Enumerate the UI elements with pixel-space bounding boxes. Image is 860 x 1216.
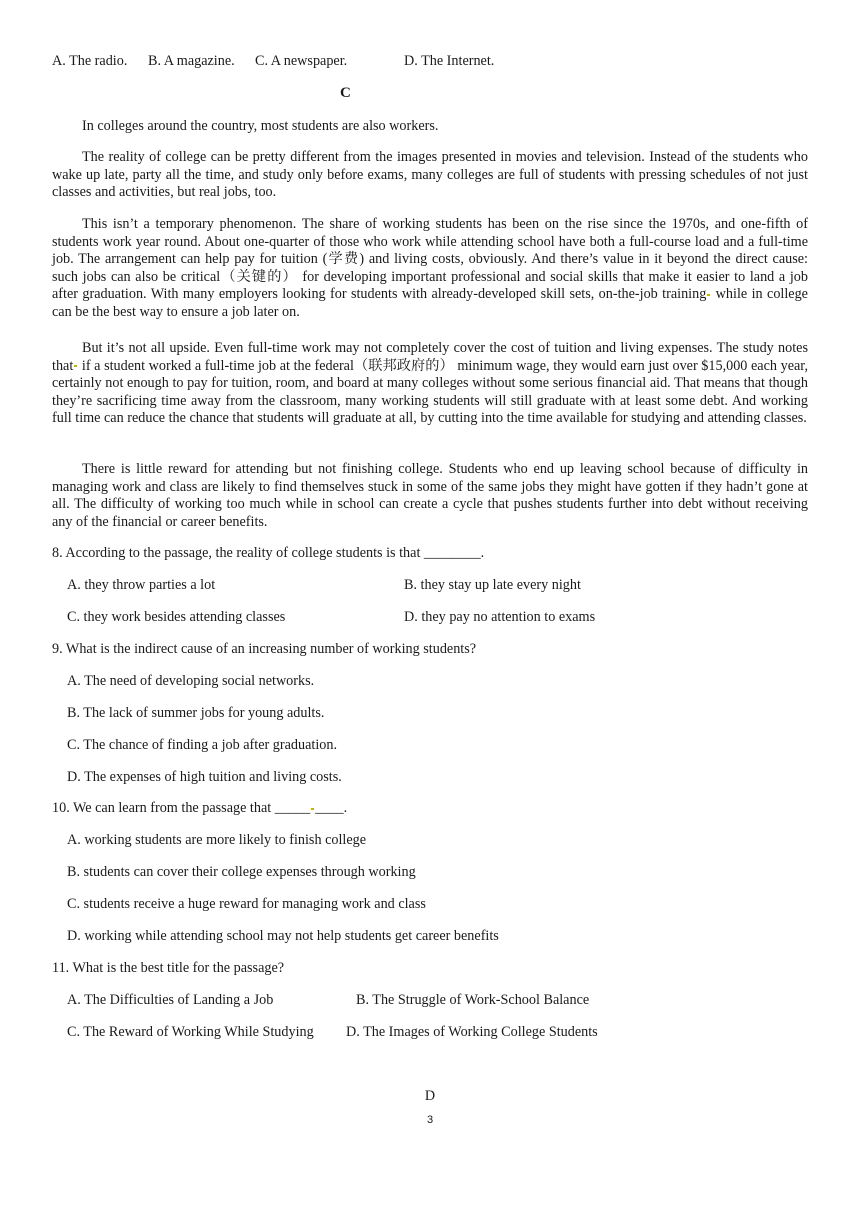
- option-d: D. The Internet.: [404, 53, 495, 69]
- question-8-option-b: B. they stay up late every night: [404, 577, 581, 593]
- question-9-option-d: D. The expenses of high tuition and living costs.: [67, 769, 342, 785]
- paragraph-4: But it’s not all upside. Even full-time work may not completely cover the cost of tuition and living expenses. The study notes that if a student worked a full-time job at the federal（联邦政府的） minimum wage, they would earn just over $15,000 each year, certainly not enough to pay for tuition, room, and board at many colleges without some serious financial aid. That means that though they’re sacrificing time away from the classroom, many working students will still graduate with at least some debt. And working full time can reduce the chance that students will graduate at all, by cutting into the time available for studying and attending classes.: [52, 340, 808, 427]
- paragraph-3: This isn’t a temporary phenomenon. The share of working students has been on the rise since the 1970s, and one-fifth of students work year round. About one-quarter of those who work while attending school have both a full-course load and a full-time job. The arrangement can help pay for tuition (学费) and living costs, obviously. And there’s value in it beyond the direct cause: such jobs can also be critical（关键的） for developing important professional and social skills that make it easier to land a job after graduation. With many employers looking for students with already-developed skill sets, on-the-job training while in college can be the best way to ensure a job later on.: [52, 216, 808, 320]
- question-10-stem: 10. We can learn from the passage that _____ ____.: [52, 800, 348, 816]
- section-heading-d: D: [424, 1088, 436, 1104]
- question-8-stem: 8. According to the passage, the reality of college students is that ________.: [52, 545, 485, 561]
- page-number: 3: [426, 1114, 434, 1126]
- question-8-option-a: A. they throw parties a lot: [67, 577, 216, 593]
- edit-mark-icon: [311, 808, 314, 810]
- question-11-option-a: A. The Difficulties of Landing a Job: [67, 992, 274, 1008]
- option-a: A. The radio.: [52, 53, 128, 69]
- paragraph-2: The reality of college can be pretty different from the images presented in movies and television. Instead of the students who wake up late, party all the time, and study only before exams, many colleges are full of students with pressing schedules of not just classes and activities, but real jobs, too.: [52, 149, 808, 201]
- question-10-option-a: A. working students are more likely to finish college: [67, 832, 367, 848]
- question-10-option-d: D. working while attending school may not help students get career benefits: [67, 928, 499, 944]
- question-9-option-c: C. The chance of finding a job after graduation.: [67, 737, 337, 753]
- question-11-stem: 11. What is the best title for the passage?: [52, 960, 285, 976]
- question-11-option-c: C. The Reward of Working While Studying: [67, 1024, 314, 1040]
- question-8-option-c: C. they work besides attending classes: [67, 609, 286, 625]
- edit-mark-icon: [74, 365, 77, 367]
- question-11-option-d: D. The Images of Working College Students: [346, 1024, 598, 1040]
- option-b: B. A magazine.: [148, 53, 235, 69]
- question-8-option-d: D. they pay no attention to exams: [404, 609, 596, 625]
- option-c: C. A newspaper.: [255, 53, 348, 69]
- question-10-option-b: B. students can cover their college expenses through working: [67, 864, 416, 880]
- section-heading-c: C: [340, 85, 351, 101]
- paragraph-5: There is little reward for attending but not finishing college. Students who end up leaving school because of difficulty in managing work and class are likely to find themselves stuck in some of the same jobs they might have gotten if they hadn’t gone at all. The difficulty of working too much while in school can create a cycle that pushes students further into debt without receiving any of the financial or career benefits.: [52, 461, 808, 530]
- question-10-option-c: C. students receive a huge reward for managing work and class: [67, 896, 426, 912]
- question-9-stem: 9. What is the indirect cause of an increasing number of working students?: [52, 641, 477, 657]
- edit-mark-icon: [707, 294, 710, 296]
- paragraph-1: In colleges around the country, most students are also workers.: [82, 118, 439, 134]
- question-9-option-a: A. The need of developing social networks.: [67, 673, 315, 689]
- question-9-option-b: B. The lack of summer jobs for young adults.: [67, 705, 325, 721]
- question-11-option-b: B. The Struggle of Work-School Balance: [356, 992, 590, 1008]
